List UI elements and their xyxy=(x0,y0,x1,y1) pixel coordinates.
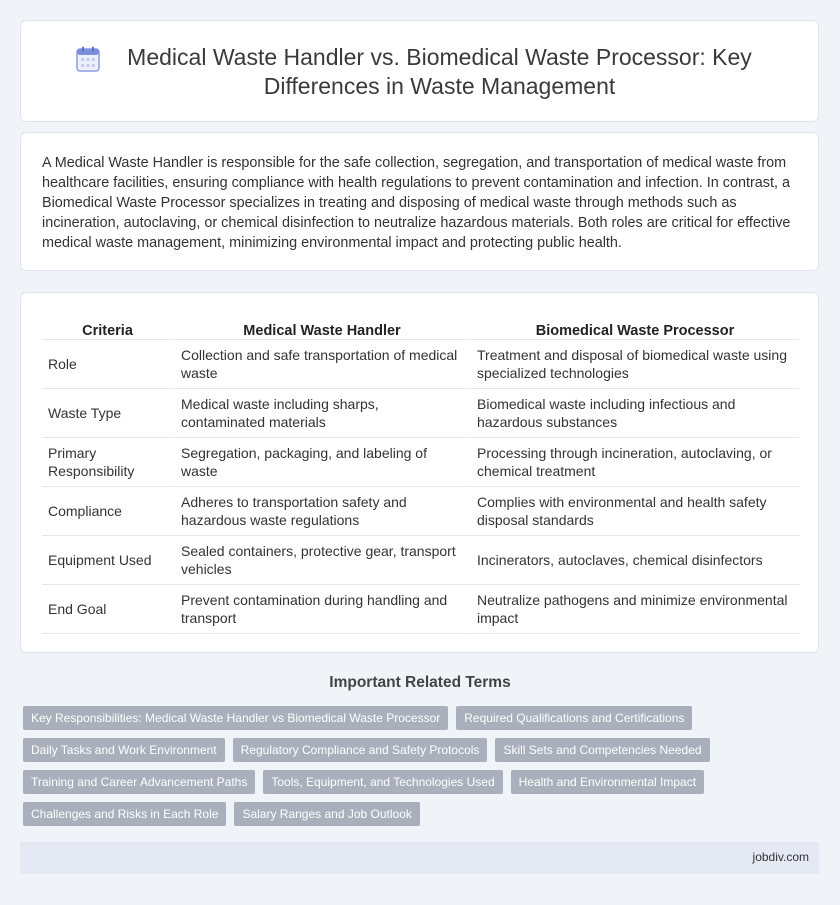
related-term-tag[interactable]: Skill Sets and Competencies Needed xyxy=(495,738,709,762)
cell-handler: Adheres to transportation safety and hazardous waste regulations xyxy=(173,487,469,536)
related-term-tag[interactable]: Salary Ranges and Job Outlook xyxy=(234,802,419,826)
cell-criteria: Primary Responsibility xyxy=(42,438,173,487)
related-term-tag[interactable]: Tools, Equipment, and Technologies Used xyxy=(263,770,502,794)
table-row xyxy=(42,536,799,585)
related-terms-list xyxy=(23,706,813,826)
cell-processor: Complies with environmental and health safety disposal standards xyxy=(469,487,799,536)
related-terms-heading: Important Related Terms xyxy=(329,674,511,691)
cell-processor: Treatment and disposal of biomedical waste using specialized technologies xyxy=(469,340,799,389)
table-row xyxy=(42,340,799,389)
intro-card xyxy=(20,132,819,271)
cell-processor: Incinerators, autoclaves, chemical disinfectors xyxy=(469,536,799,585)
cell-handler: Prevent contamination during handling and transport xyxy=(173,585,469,634)
footer-bar xyxy=(20,842,819,874)
cell-criteria: Waste Type xyxy=(42,389,173,438)
header-medical-waste-handler: Medical Waste Handler xyxy=(173,313,469,340)
cell-criteria: Equipment Used xyxy=(42,536,173,585)
cell-handler: Collection and safe transportation of medical waste xyxy=(173,340,469,389)
cell-criteria: Role xyxy=(42,340,173,389)
related-term-tag[interactable]: Daily Tasks and Work Environment xyxy=(23,738,225,762)
table-row xyxy=(42,585,799,634)
related-term-tag[interactable]: Regulatory Compliance and Safety Protocols xyxy=(233,738,488,762)
intro-paragraph: A Medical Waste Handler is responsible for the safe collection, segregation, and transportation of medical waste from healthcare facilities, ensuring compliance with health regulations to prevent contamination and infection. In contrast, a Biomedical Waste Processor specializes in treating and disposing of medical waste through methods such as incineration, autoclaving, or chemical disinfection to neutralize hazardous materials. Both roles are critical for effective medical waste management, minimizing environmental impact and protecting public health. xyxy=(42,155,791,251)
header-biomedical-waste-processor: Biomedical Waste Processor xyxy=(469,313,799,340)
footer-site-link[interactable]: jobdiv.com xyxy=(752,850,809,864)
comparison-card xyxy=(20,292,819,653)
related-term-tag[interactable]: Required Qualifications and Certifications xyxy=(456,706,692,730)
related-term-tag[interactable]: Training and Career Advancement Paths xyxy=(23,770,255,794)
table-row xyxy=(42,438,799,487)
cell-handler: Segregation, packaging, and labeling of waste xyxy=(173,438,469,487)
related-term-tag[interactable]: Challenges and Risks in Each Role xyxy=(23,802,226,826)
table-row xyxy=(42,389,799,438)
cell-handler: Sealed containers, protective gear, transport vehicles xyxy=(173,536,469,585)
cell-processor: Biomedical waste including infectious and hazardous substances xyxy=(469,389,799,438)
header-criteria: Criteria xyxy=(42,313,173,340)
cell-processor: Processing through incineration, autoclaving, or chemical treatment xyxy=(469,438,799,487)
cell-processor: Neutralize pathogens and minimize environmental impact xyxy=(469,585,799,634)
table-row xyxy=(42,487,799,536)
related-term-tag[interactable]: Health and Environmental Impact xyxy=(511,770,704,794)
page-title: Medical Waste Handler vs. Biomedical Waste Processor: Key Differences in Waste Management xyxy=(127,44,752,99)
cell-criteria: End Goal xyxy=(42,585,173,634)
comparison-table xyxy=(42,313,799,634)
table-header-row xyxy=(42,313,799,340)
related-term-tag[interactable]: Key Responsibilities: Medical Waste Handler vs Biomedical Waste Processor xyxy=(23,706,448,730)
cell-handler: Medical waste including sharps, contaminated materials xyxy=(173,389,469,438)
cell-criteria: Compliance xyxy=(42,487,173,536)
title-card xyxy=(20,20,819,122)
